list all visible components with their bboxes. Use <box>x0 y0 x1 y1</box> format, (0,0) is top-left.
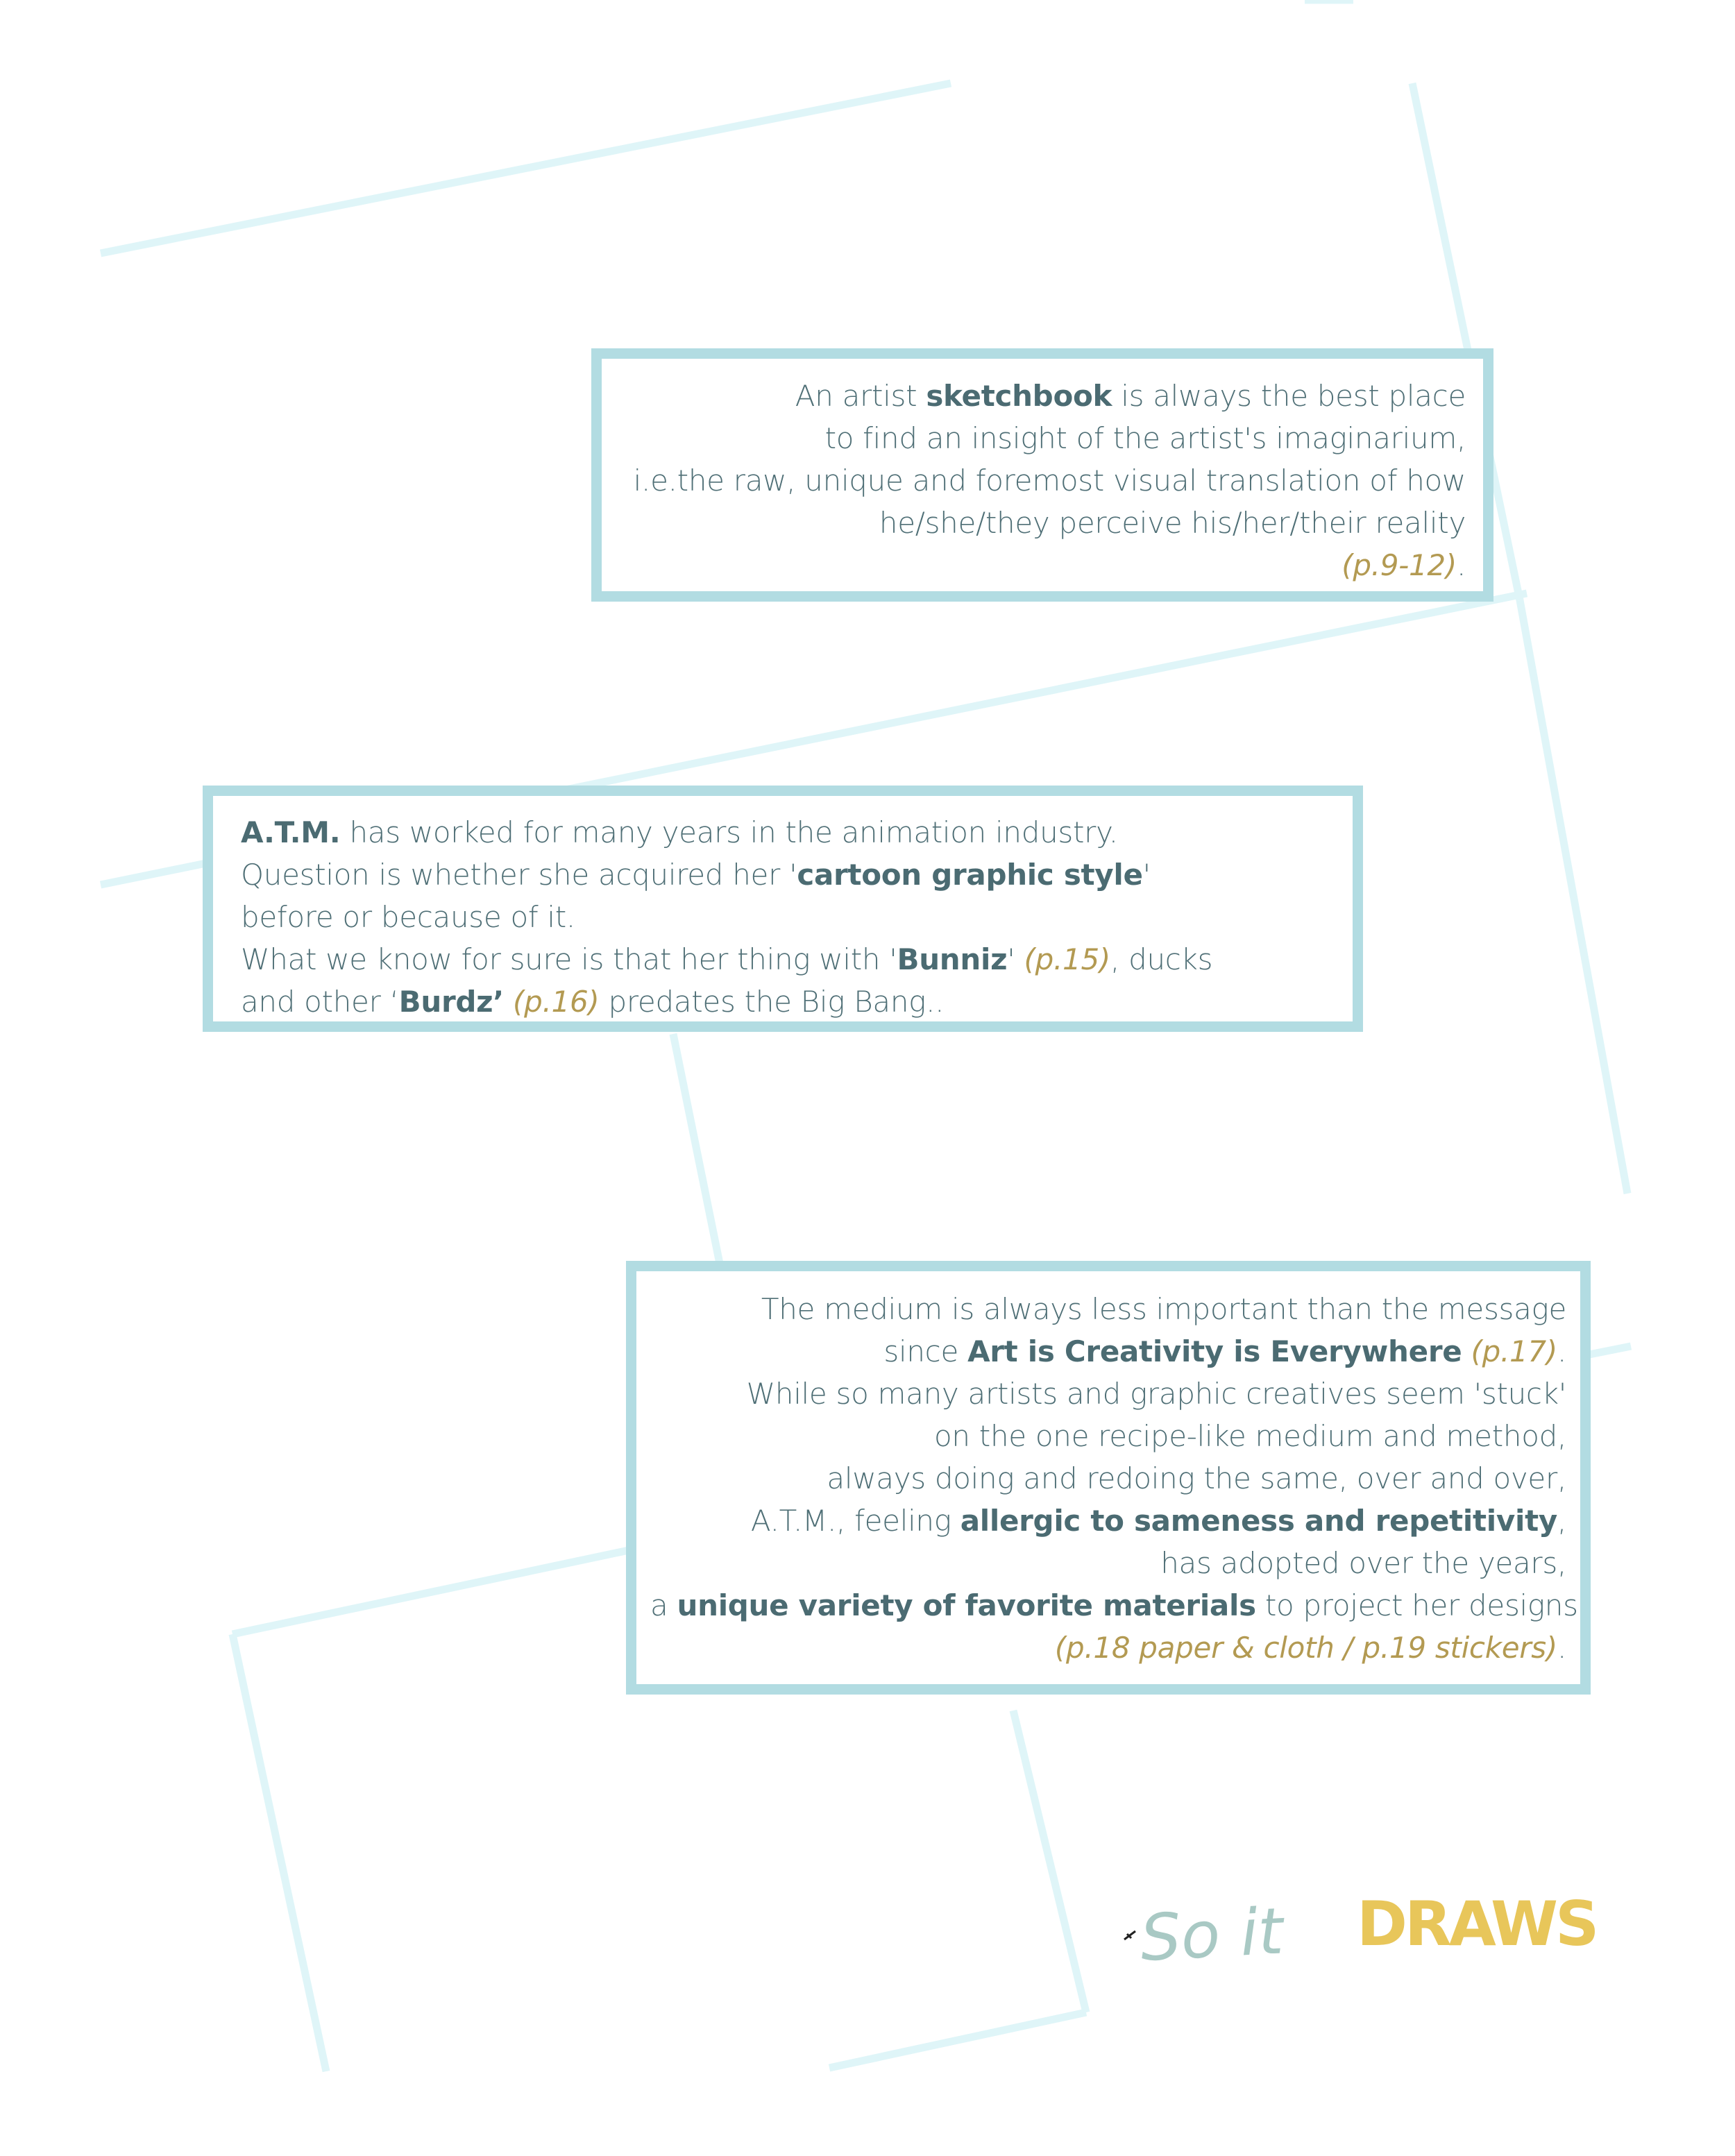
page-reference: (p.18 paper & cloth / p.19 stickers) <box>1054 1631 1557 1665</box>
emphasis: A.T.M. <box>241 815 341 849</box>
text-line: (p.9-12). <box>1342 548 1466 582</box>
emphasis: unique variety of favorite materials <box>677 1588 1256 1622</box>
text-line: A.T.M. has worked for many years in the animation industry. <box>241 815 1118 849</box>
so-it-draws-logo <box>1110 1863 1596 1981</box>
emphasis: Bunniz <box>897 942 1008 976</box>
emphasis: cartoon graphic style <box>797 858 1143 892</box>
page-reference: (p.15) <box>1024 942 1110 976</box>
text-line: a unique variety of favorite materials to project her designs <box>650 1588 1578 1622</box>
text-line: he/she/they perceive his/her/their reality <box>879 506 1466 540</box>
text-line: before or because of it. <box>241 900 575 934</box>
atm-animation-text-box <box>203 786 1363 1032</box>
text-line: i.e.the raw, unique and foremost visual translation of how <box>633 464 1466 498</box>
logo-word-so-it: So it <box>1138 1894 1285 1976</box>
logo-word-draws: DRAWS <box>1357 1888 1596 1960</box>
text-line: and other ‘Burdz’ (p.16) predates the Big Bang.. <box>241 985 945 1019</box>
text-line: (p.18 paper & cloth / p.19 stickers). <box>1054 1631 1566 1665</box>
text-line: An artist sketchbook is always the best place <box>795 379 1466 413</box>
text-line: What we know for sure is that her thing with 'Bunniz' (p.15), ducks <box>241 942 1213 976</box>
text-line: The medium is always less important than the message <box>761 1292 1566 1326</box>
medium-message-text-box <box>626 1261 1591 1695</box>
text-line: has adopted over the years, <box>1160 1546 1566 1580</box>
pen-nib-icon <box>1124 1931 1135 1939</box>
text-line: always doing and redoing the same, over and over, <box>827 1461 1566 1495</box>
emphasis: Art is Creativity is Everywhere <box>967 1334 1462 1368</box>
page-reference: (p.9-12) <box>1342 548 1457 582</box>
page-reference: (p.17) <box>1471 1334 1557 1368</box>
sketchbook-text-box <box>591 348 1493 602</box>
emphasis: Burdz’ <box>398 985 504 1019</box>
text-line: While so many artists and graphic creatives seem 'stuck' <box>746 1377 1566 1411</box>
emphasis: sketchbook <box>926 379 1112 413</box>
text-line: A.T.M., feeling allergic to sameness and repetitivity, <box>750 1504 1566 1538</box>
text-line: on the one recipe-like medium and method, <box>934 1419 1566 1453</box>
text-line: to find an insight of the artist's imaginarium, <box>824 421 1466 455</box>
text-line: Question is whether she acquired her 'cartoon graphic style' <box>241 858 1151 892</box>
text-line: since Art is Creativity is Everywhere (p.17). <box>883 1334 1566 1368</box>
emphasis: allergic to sameness and repetitivity <box>960 1504 1557 1538</box>
page-reference: (p.16) <box>513 985 600 1019</box>
